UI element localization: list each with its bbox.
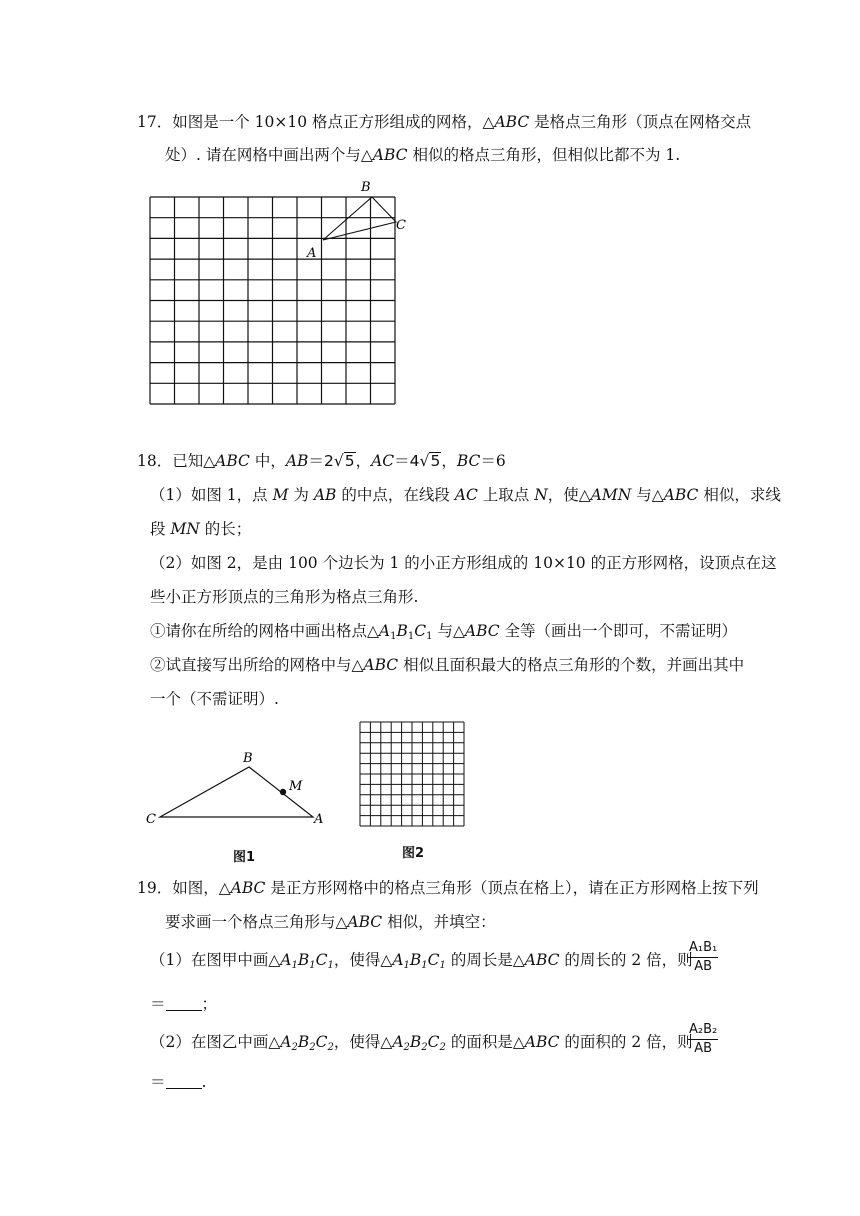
fig1-label-b: B <box>243 751 253 766</box>
fig1-point-m <box>280 789 286 795</box>
q18-number: 18． <box>137 452 173 470</box>
q19-answer-1: ＝ ； <box>150 995 218 1013</box>
q19-fraction-1: $\frac{\text{A₁B₁}}{AB}$ <box>689 940 718 974</box>
fig1-label-m: M <box>289 779 303 794</box>
q18-sub2-line1: ②试直接写出所给的网格中与△ABC 相似且面积最大的格点三角形的个数，并画出其中 <box>150 656 745 674</box>
q19-part2: （2）在图乙中画$\triangle A_2B_2C_2$，使得$\triangle A_2B_2C_2$ 的面积是△ABC 的面积的 2 倍，则 <box>150 1033 693 1053</box>
q17-line2: 处）. 请在网格中画出两个与△ABC 相似的格点三角形，但相似比都不为 1. <box>165 146 681 164</box>
ab-value: 2√5 <box>323 452 355 470</box>
q19-fraction-2: $\frac{\text{A₂B₂}}{AB}$ <box>689 1022 718 1056</box>
q17-label-a: A <box>307 246 317 261</box>
q17-grid-figure <box>140 178 420 433</box>
q18-fig1 <box>140 745 340 835</box>
answer-blank-2[interactable] <box>166 1074 202 1089</box>
q18-fig2 <box>356 718 468 828</box>
q19-line2: 要求画一个格点三角形与△ABC 相似，并填空： <box>165 913 496 931</box>
answer-blank-1[interactable] <box>166 996 202 1011</box>
sqrt-symbol: √ <box>419 452 430 470</box>
fig2-grid <box>360 722 464 826</box>
q17-grid <box>150 197 395 404</box>
fig1-label-a: A <box>314 812 324 827</box>
ac-value: 4√5 <box>409 452 441 470</box>
q19-part1: （1）在图甲中画$\triangle A_1B_1C_1$，使得$\triangle A_1B_1C_1$ 的周长是△ABC 的周长的 2 倍，则 <box>150 951 693 971</box>
q18-sub2-line2: 一个（不需证明）. <box>150 690 279 708</box>
fig1-caption: 图1 <box>233 850 256 865</box>
q18-part2-line1: （2）如图 2，是由 100 个边长为 1 的小正方形组成的 10×10 的正方形网格，设顶点在这 <box>150 554 777 572</box>
fig1-label-c: C <box>146 812 156 827</box>
q18-part1-line2: 段 MN 的长； <box>150 520 252 538</box>
q18-part1-line1: （1）如图 1，点 M 为 AB 的中点，在线段 AC 上取点 N，使△AMN 与△ABC 相似，求线 <box>150 486 781 504</box>
q19-number: 19． <box>137 879 173 897</box>
q19-line1: 19．如图，△ABC 是正方形网格中的格点三角形（顶点在格上），请在正方形网格上按下列 <box>137 879 759 897</box>
sqrt-symbol: √ <box>333 452 344 470</box>
q17-line1: 17．如图是一个 10×10 格点正方形组成的网格，△ABC 是格点三角形（顶点在网格交点 <box>137 113 752 131</box>
q17-triangle-abc <box>323 197 396 240</box>
q18-part2-line2: 些小正方形顶点的三角形为格点三角形. <box>150 588 419 606</box>
q17-label-c: C <box>396 218 406 233</box>
fig2-caption: 图2 <box>402 846 425 861</box>
q18-intro: 18．已知△ABC 中，AB＝2√5，AC＝4√5，BC＝6 <box>137 452 506 470</box>
q18-sub1: ①请你在所给的网格中画出格点$\triangle A_1B_1C_1$ 与△ABC 全等（画出一个即可，不需证明） <box>150 622 738 642</box>
q19-answer-2: ＝ . <box>150 1073 207 1091</box>
q17-label-b: B <box>361 180 371 195</box>
q17-number: 17． <box>137 113 173 131</box>
